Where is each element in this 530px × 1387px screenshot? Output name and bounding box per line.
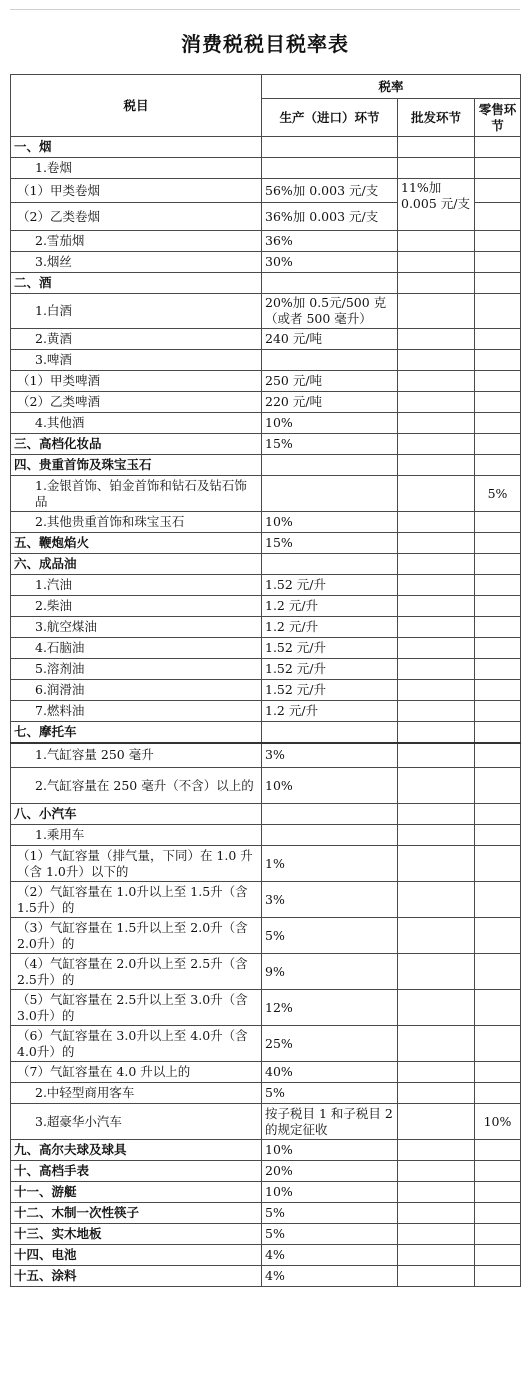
wholesale-rate	[398, 918, 475, 954]
production-rate: 36%	[262, 231, 398, 252]
item-name: 四、贵重首饰及珠宝玉石	[11, 455, 262, 476]
tax-rate-table	[10, 74, 521, 1287]
wholesale-rate	[398, 1104, 475, 1140]
retail-rate	[475, 680, 521, 701]
wholesale-rate	[398, 1062, 475, 1083]
retail-rate	[475, 575, 521, 596]
wholesale-rate	[398, 768, 475, 804]
table-row	[11, 512, 521, 533]
production-rate: 12%	[262, 990, 398, 1026]
table-row	[11, 918, 521, 954]
production-rate: 15%	[262, 533, 398, 554]
retail-rate	[475, 533, 521, 554]
category-row	[11, 1266, 521, 1287]
wholesale-rate	[398, 954, 475, 990]
wholesale-rate	[398, 329, 475, 350]
table-row	[11, 638, 521, 659]
production-rate: 10%	[262, 512, 398, 533]
item-name: 3.航空煤油	[11, 617, 262, 638]
retail-rate	[475, 1245, 521, 1266]
wholesale-rate	[398, 1224, 475, 1245]
production-rate	[262, 273, 398, 294]
table-row	[11, 371, 521, 392]
wholesale-rate	[398, 512, 475, 533]
wholesale-rate	[398, 743, 475, 768]
wholesale-rate	[398, 825, 475, 846]
production-rate: 1.2 元/升	[262, 617, 398, 638]
production-rate: 3%	[262, 743, 398, 768]
retail-rate	[475, 512, 521, 533]
header-wholesale: 批发环节	[398, 99, 475, 137]
item-name: 6.润滑油	[11, 680, 262, 701]
item-name: 1.卷烟	[11, 158, 262, 179]
retail-rate	[475, 137, 521, 158]
production-rate: 1.2 元/升	[262, 596, 398, 617]
wholesale-rate	[398, 455, 475, 476]
wholesale-rate	[398, 413, 475, 434]
production-rate: 1.52 元/升	[262, 638, 398, 659]
table-row	[11, 1062, 521, 1083]
table-row	[11, 596, 521, 617]
production-rate: 5%	[262, 1224, 398, 1245]
retail-rate	[475, 954, 521, 990]
retail-rate	[475, 350, 521, 371]
item-name: 2.中轻型商用客车	[11, 1083, 262, 1104]
item-name: （3）气缸容量在 1.5升以上至 2.0升（含 2.0升）的	[11, 918, 262, 954]
retail-rate	[475, 722, 521, 743]
wholesale-rate	[398, 1203, 475, 1224]
retail-rate	[475, 455, 521, 476]
production-rate: 5%	[262, 1083, 398, 1104]
wholesale-rate	[398, 990, 475, 1026]
wholesale-rate	[398, 434, 475, 455]
production-rate: 30%	[262, 252, 398, 273]
category-row	[11, 137, 521, 158]
category-row	[11, 455, 521, 476]
table-row	[11, 659, 521, 680]
table-row	[11, 158, 521, 179]
production-rate: 40%	[262, 1062, 398, 1083]
item-name: 1.金银首饰、铂金首饰和钻石及钻石饰品	[11, 476, 262, 512]
retail-rate	[475, 554, 521, 575]
item-name: 3.啤酒	[11, 350, 262, 371]
item-name: 2.雪茄烟	[11, 231, 262, 252]
item-name: 九、高尔夫球及球具	[11, 1140, 262, 1161]
wholesale-rate	[398, 1245, 475, 1266]
item-name: （1）甲类卷烟	[11, 179, 262, 203]
item-name: （2）乙类啤酒	[11, 392, 262, 413]
table-row	[11, 617, 521, 638]
retail-rate	[475, 701, 521, 722]
production-rate: 20%加 0.5元/500 克（或者 500 毫升）	[262, 294, 398, 329]
top-rule	[10, 9, 520, 10]
table-row	[11, 575, 521, 596]
item-name: 六、成品油	[11, 554, 262, 575]
header-retail: 零售环节	[475, 99, 521, 137]
production-rate	[262, 350, 398, 371]
item-name: 十三、实木地板	[11, 1224, 262, 1245]
production-rate: 10%	[262, 1140, 398, 1161]
retail-rate	[475, 1182, 521, 1203]
wholesale-rate	[398, 371, 475, 392]
table-row	[11, 392, 521, 413]
table-row	[11, 329, 521, 350]
table-row	[11, 846, 521, 882]
category-row	[11, 804, 521, 825]
wholesale-rate	[398, 596, 475, 617]
wholesale-rate	[398, 252, 475, 273]
wholesale-rate	[398, 294, 475, 329]
category-row	[11, 1161, 521, 1182]
item-name: 二、酒	[11, 273, 262, 294]
production-rate: 56%加 0.003 元/支	[262, 179, 398, 203]
retail-rate	[475, 252, 521, 273]
table-row	[11, 990, 521, 1026]
retail-rate	[475, 1083, 521, 1104]
item-name: 十一、游艇	[11, 1182, 262, 1203]
retail-rate	[475, 990, 521, 1026]
retail-rate	[475, 1203, 521, 1224]
retail-rate	[475, 294, 521, 329]
production-rate: 1.52 元/升	[262, 680, 398, 701]
production-rate: 按子税目 1 和子税目 2 的规定征收	[262, 1104, 398, 1140]
production-rate: 5%	[262, 918, 398, 954]
table-row	[11, 179, 521, 203]
item-name: 三、高档化妆品	[11, 434, 262, 455]
retail-rate	[475, 1224, 521, 1245]
item-name: （2）乙类卷烟	[11, 203, 262, 231]
table-row	[11, 1083, 521, 1104]
header-rate: 税率	[262, 75, 521, 99]
header-item: 税目	[11, 75, 262, 137]
production-rate: 10%	[262, 1182, 398, 1203]
retail-rate	[475, 1140, 521, 1161]
production-rate	[262, 158, 398, 179]
retail-rate	[475, 882, 521, 918]
wholesale-rate	[398, 158, 475, 179]
wholesale-rate	[398, 638, 475, 659]
category-row	[11, 1224, 521, 1245]
production-rate: 1.52 元/升	[262, 659, 398, 680]
category-row	[11, 533, 521, 554]
production-rate: 5%	[262, 1203, 398, 1224]
table-row	[11, 882, 521, 918]
retail-rate	[475, 825, 521, 846]
wholesale-rate	[398, 273, 475, 294]
wholesale-rate	[398, 1140, 475, 1161]
retail-rate	[475, 1266, 521, 1287]
production-rate	[262, 554, 398, 575]
retail-rate	[475, 617, 521, 638]
production-rate: 4%	[262, 1245, 398, 1266]
header-production: 生产（进口）环节	[262, 99, 398, 137]
wholesale-rate	[398, 554, 475, 575]
item-name: （1）甲类啤酒	[11, 371, 262, 392]
table-row	[11, 294, 521, 329]
wholesale-rate	[398, 350, 475, 371]
wholesale-rate	[398, 1266, 475, 1287]
wholesale-rate	[398, 575, 475, 596]
wholesale-rate: 11%加0.005 元/支	[398, 179, 475, 231]
production-rate: 1.52 元/升	[262, 575, 398, 596]
production-rate	[262, 804, 398, 825]
item-name: 7.燃料油	[11, 701, 262, 722]
wholesale-rate	[398, 1182, 475, 1203]
retail-rate	[475, 158, 521, 179]
item-name: 1.气缸容量 250 毫升	[11, 743, 262, 768]
retail-rate	[475, 329, 521, 350]
category-row	[11, 1203, 521, 1224]
production-rate: 250 元/吨	[262, 371, 398, 392]
retail-rate	[475, 392, 521, 413]
table-row	[11, 768, 521, 804]
production-rate: 20%	[262, 1161, 398, 1182]
wholesale-rate	[398, 882, 475, 918]
item-name: 3.超豪华小汽车	[11, 1104, 262, 1140]
item-name: 十、高档手表	[11, 1161, 262, 1182]
production-rate: 4%	[262, 1266, 398, 1287]
production-rate: 1.2 元/升	[262, 701, 398, 722]
retail-rate	[475, 804, 521, 825]
table-row	[11, 701, 521, 722]
wholesale-rate	[398, 722, 475, 743]
production-rate	[262, 722, 398, 743]
table-row	[11, 743, 521, 768]
wholesale-rate	[398, 680, 475, 701]
retail-rate	[475, 659, 521, 680]
table-row	[11, 350, 521, 371]
item-name: 1.白酒	[11, 294, 262, 329]
retail-rate	[475, 371, 521, 392]
production-rate: 3%	[262, 882, 398, 918]
item-name: 5.溶剂油	[11, 659, 262, 680]
wholesale-rate	[398, 231, 475, 252]
retail-rate	[475, 846, 521, 882]
item-name: 4.石脑油	[11, 638, 262, 659]
item-name: （1）气缸容量（排气量，下同）在 1.0 升（含 1.0升）以下的	[11, 846, 262, 882]
table-row	[11, 1104, 521, 1140]
table-row	[11, 252, 521, 273]
production-rate: 15%	[262, 434, 398, 455]
retail-rate	[475, 743, 521, 768]
item-name: 五、鞭炮焰火	[11, 533, 262, 554]
page-title: 消费税税目税率表	[181, 32, 349, 56]
retail-rate	[475, 1062, 521, 1083]
retail-rate	[475, 273, 521, 294]
category-row	[11, 273, 521, 294]
category-row	[11, 1140, 521, 1161]
retail-rate	[475, 203, 521, 231]
item-name: （5）气缸容量在 2.5升以上至 3.0升（含 3.0升）的	[11, 990, 262, 1026]
item-name: 十五、涂料	[11, 1266, 262, 1287]
table-row	[11, 954, 521, 990]
category-row	[11, 722, 521, 743]
wholesale-rate	[398, 1083, 475, 1104]
retail-rate	[475, 768, 521, 804]
table-row	[11, 413, 521, 434]
retail-rate	[475, 918, 521, 954]
retail-rate	[475, 596, 521, 617]
item-name: 十二、木制一次性筷子	[11, 1203, 262, 1224]
table-row	[11, 231, 521, 252]
retail-rate	[475, 231, 521, 252]
production-rate	[262, 137, 398, 158]
table-row	[11, 476, 521, 512]
item-name: 4.其他酒	[11, 413, 262, 434]
item-name: 七、摩托车	[11, 722, 262, 743]
item-name: （2）气缸容量在 1.0升以上至 1.5升（含 1.5升）的	[11, 882, 262, 918]
production-rate	[262, 476, 398, 512]
wholesale-rate	[398, 1161, 475, 1182]
production-rate: 10%	[262, 413, 398, 434]
table-row	[11, 680, 521, 701]
category-row	[11, 554, 521, 575]
retail-rate	[475, 434, 521, 455]
table-row	[11, 825, 521, 846]
table-row	[11, 1026, 521, 1062]
wholesale-rate	[398, 701, 475, 722]
wholesale-rate	[398, 1026, 475, 1062]
item-name: （7）气缸容量在 4.0 升以上的	[11, 1062, 262, 1083]
category-row	[11, 1182, 521, 1203]
item-name: 八、小汽车	[11, 804, 262, 825]
production-rate: 25%	[262, 1026, 398, 1062]
item-name: （4）气缸容量在 2.0升以上至 2.5升（含 2.5升）的	[11, 954, 262, 990]
production-rate: 36%加 0.003 元/支	[262, 203, 398, 231]
production-rate: 9%	[262, 954, 398, 990]
retail-rate	[475, 179, 521, 203]
category-row	[11, 434, 521, 455]
item-name: （6）气缸容量在 3.0升以上至 4.0升（含 4.0升）的	[11, 1026, 262, 1062]
item-name: 2.气缸容量在 250 毫升（不含）以上的	[11, 768, 262, 804]
item-name: 1.汽油	[11, 575, 262, 596]
wholesale-rate	[398, 659, 475, 680]
production-rate: 220 元/吨	[262, 392, 398, 413]
wholesale-rate	[398, 392, 475, 413]
item-name: 3.烟丝	[11, 252, 262, 273]
wholesale-rate	[398, 804, 475, 825]
item-name: 十四、电池	[11, 1245, 262, 1266]
item-name: 2.其他贵重首饰和珠宝玉石	[11, 512, 262, 533]
retail-rate	[475, 638, 521, 659]
item-name: 一、烟	[11, 137, 262, 158]
retail-rate: 10%	[475, 1104, 521, 1140]
wholesale-rate	[398, 846, 475, 882]
item-name: 1.乘用车	[11, 825, 262, 846]
category-row	[11, 1245, 521, 1266]
production-rate: 10%	[262, 768, 398, 804]
retail-rate: 5%	[475, 476, 521, 512]
wholesale-rate	[398, 137, 475, 158]
table-body	[11, 137, 521, 1287]
production-rate: 240 元/吨	[262, 329, 398, 350]
wholesale-rate	[398, 533, 475, 554]
wholesale-rate	[398, 617, 475, 638]
wholesale-rate	[398, 476, 475, 512]
retail-rate	[475, 413, 521, 434]
production-rate	[262, 455, 398, 476]
production-rate	[262, 825, 398, 846]
item-name: 2.柴油	[11, 596, 262, 617]
retail-rate	[475, 1161, 521, 1182]
item-name: 2.黄酒	[11, 329, 262, 350]
production-rate: 1%	[262, 846, 398, 882]
retail-rate	[475, 1026, 521, 1062]
